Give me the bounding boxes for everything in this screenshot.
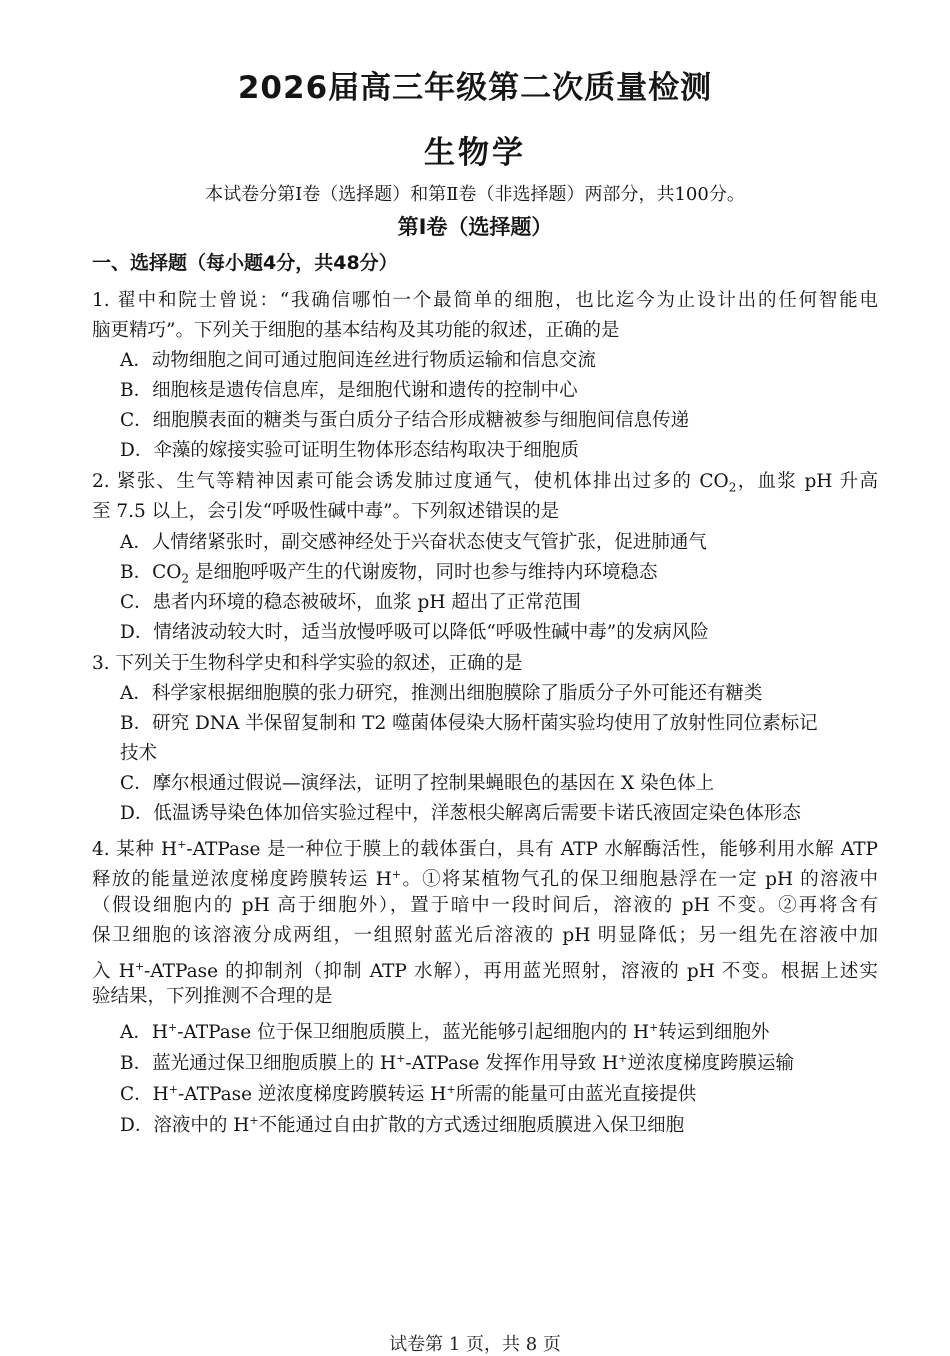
- q3-option-c: C．摩尔根通过假说—演绎法，证明了控制果蝇眼色的基因在 X 染色体上: [120, 773, 715, 794]
- q1-option-b: B．细胞核是遗传信息库，是细胞代谢和遗传的控制中心: [120, 380, 578, 401]
- plus-superscript: +: [177, 838, 187, 851]
- plus-superscript: +: [391, 868, 402, 881]
- q2-stem-text-a: 2. 紧张、生气等精神因素可能会诱发肺过度通气，使机体排出过多的 CO: [92, 471, 729, 492]
- q4-option-d: [120, 1109, 684, 1138]
- q1-option-d: D．伞藻的嫁接实验可证明生物体形态结构取决于细胞质: [120, 440, 579, 461]
- section-title: 一、选择题（每小题4分，共48分）: [92, 252, 398, 274]
- q4-option-text: A．H: [120, 1022, 168, 1044]
- q3-option-b-line2: 技术: [120, 743, 158, 764]
- exam-intro: 本试卷分第Ⅰ卷（选择题）和第Ⅱ卷（非选择题）两部分，共100分。: [205, 184, 745, 205]
- q4-option-a: [120, 1016, 769, 1045]
- plus-superscript: +: [446, 1083, 456, 1096]
- q4-stem-line4: 保卫细胞的该溶液分成两组，一组照射蓝光后溶液的 pH 明显降低；另一组先在溶液中加: [92, 925, 878, 946]
- q4-text: 释放的能量逆浓度梯度跨膜转运 H: [92, 869, 392, 891]
- q2-option-a: A．人情绪紧张时，副交感神经处于兴奋状态使支气管扩张，促进肺通气: [120, 532, 707, 553]
- q1-option-c: C．细胞膜表面的糖类与蛋白质分子结合形成糖被参与细胞间信息传递: [120, 410, 690, 431]
- q4-stem-line6: 验结果，下列推测不合理的是: [92, 986, 333, 1007]
- q4-text: -ATPase 是一种位于膜上的载体蛋白，具有 ATP 水解酶活性，能够利用水解 ATP: [186, 839, 879, 861]
- plus-superscript: +: [168, 1021, 178, 1034]
- q2-option-c: C．患者内环境的稳态被破坏，血浆 pH 超出了正常范围: [120, 592, 581, 613]
- q4-option-text: 所需的能量可由蓝光直接提供: [455, 1084, 697, 1106]
- q2-option-d: D．情绪波动较大时，适当放慢呼吸可以降低“呼吸性碱中毒”的发病风险: [120, 622, 709, 643]
- part-one-title: 第Ⅰ卷（选择题）: [397, 215, 553, 239]
- q4-stem-line5: [92, 955, 878, 984]
- q1-option-a: A．动物细胞之间可通过胞间连丝进行物质运输和信息交流: [120, 350, 596, 371]
- co2-subscript: 2: [728, 480, 737, 495]
- q4-option-text: 逆浓度梯度跨膜运输: [627, 1053, 795, 1075]
- q4-option-text: 不能通过自由扩散的方式透过细胞质膜进入保卫细胞: [258, 1115, 685, 1137]
- q4-option-text: C．H: [120, 1084, 169, 1106]
- page-footer: 试卷第 1 页，共 8 页: [389, 1334, 561, 1355]
- q4-text: 。①将某植物气孔的保卫细胞悬浮在一定 pH 的溶液中: [401, 869, 878, 891]
- plus-superscript: +: [618, 1052, 628, 1065]
- q4-option-text: -ATPase 逆浓度梯度跨膜转运 H: [178, 1084, 447, 1106]
- q4-text: -ATPase 的抑制剂（抑制 ATP 水解），再用蓝光照射，溶液的 pH 不变。根据上述实: [144, 961, 878, 983]
- plus-superscript: +: [249, 1114, 259, 1127]
- q1-stem-line2: 脑更精巧”。下列关于细胞的基本结构及其功能的叙述，正确的是: [92, 320, 620, 341]
- plus-superscript: +: [649, 1021, 659, 1034]
- q2-option-b-text-a: B．CO: [120, 562, 182, 583]
- q4-stem-line2: [92, 863, 878, 892]
- q2-stem-text-b: ，血浆 pH 升高: [736, 471, 878, 492]
- plus-superscript: +: [168, 1083, 179, 1096]
- q3-stem: 3. 下列关于生物科学史和科学实验的叙述，正确的是: [92, 653, 523, 674]
- plus-superscript: +: [396, 1052, 406, 1065]
- q2-option-b: [120, 561, 657, 591]
- q4-option-text: D．溶液中的 H: [120, 1115, 250, 1137]
- q4-text: 入 H: [92, 961, 135, 983]
- q3-option-a: A．科学家根据细胞膜的张力研究，推测出细胞膜除了脂质分子外可能还有糖类: [120, 683, 763, 704]
- q4-option-text: 转运到细胞外: [658, 1022, 770, 1044]
- q4-option-c: [120, 1078, 696, 1107]
- q4-stem-line1: [92, 833, 878, 862]
- q2-option-b-text-b: 是细胞呼吸产生的代谢废物，同时也参与维持内环境稳态: [189, 562, 658, 583]
- q4-stem-line3: （假设细胞内的 pH 高于细胞外），置于暗中一段时间后，溶液的 pH 不变。②再将含有: [92, 895, 878, 916]
- q4-option-text: -ATPase 位于保卫细胞质膜上，蓝光能够引起细胞内的 H: [177, 1022, 650, 1044]
- q4-text: 4. 某种 H: [92, 839, 178, 861]
- q3-option-b-line1: B．研究 DNA 半保留复制和 T2 噬菌体侵染大肠杆菌实验均使用了放射性同位素标记: [120, 713, 818, 734]
- exam-title: 2026届高三年级第二次质量检测: [237, 70, 713, 106]
- q4-option-text: B．蓝光通过保卫细胞质膜上的 H: [120, 1053, 397, 1075]
- q2-stem-line2: 至 7.5 以上，会引发“呼吸性碱中毒”。下列叙述错误的是: [92, 501, 560, 522]
- q3-option-d: D．低温诱导染色体加倍实验过程中，洋葱根尖解离后需要卡诺氏液固定染色体形态: [120, 803, 801, 824]
- co2-subscript: 2: [181, 571, 190, 586]
- plus-superscript: +: [134, 960, 145, 973]
- q2-stem-line1: [92, 470, 878, 500]
- q1-stem-line1: 1. 翟中和院士曾说：“我确信哪怕一个最简单的细胞，也比迄今为止设计出的任何智能电: [92, 290, 878, 311]
- subject-title: 生物学: [424, 135, 526, 171]
- q4-option-b: [120, 1047, 794, 1076]
- q4-option-text: -ATPase 发挥作用导致 H: [405, 1053, 619, 1075]
